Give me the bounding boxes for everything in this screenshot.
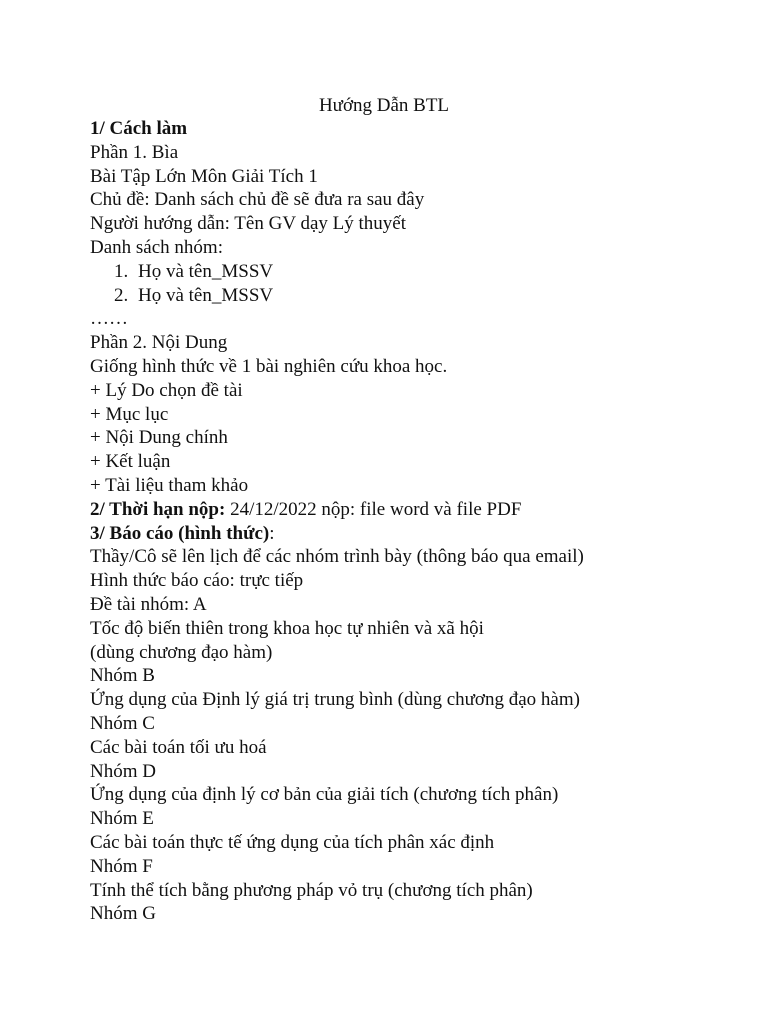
content-item: + Tài liệu tham khảo <box>90 474 249 496</box>
member-number: 1. <box>114 260 129 282</box>
group-list-label: Danh sách nhóm: <box>90 236 223 258</box>
section3-colon: : <box>269 522 275 544</box>
group-label: Nhóm B <box>90 665 155 687</box>
group-label: Nhóm D <box>90 760 156 782</box>
member-number: 2. <box>114 284 129 306</box>
document-title: Hướng Dẫn BTL <box>318 95 450 116</box>
group-topic-line: Ứng dụng của định lý cơ bản của giải tích (chương tích phân) <box>90 784 559 806</box>
deadline-text: 24/12/2022 nộp: file word và file PDF <box>225 498 522 520</box>
member-item <box>90 260 730 284</box>
group-topic-line: (dùng chương đạo hàm) <box>90 641 273 663</box>
content-item: + Lý Do chọn đề tài <box>90 379 243 401</box>
group-topic-line: Ứng dụng của Định lý giá trị trung bình (dùng chương đạo hàm) <box>90 689 580 711</box>
report-line: Hình thức báo cáo: trực tiếp <box>90 570 304 592</box>
group-topic-line: Các bài toán tối ưu hoá <box>90 736 267 758</box>
member-text: Họ và tên_MSSV <box>138 284 274 306</box>
content-item: + Nội Dung chính <box>90 427 228 449</box>
deadline-line <box>90 498 730 522</box>
member-item <box>90 284 730 308</box>
advisor-line: Người hướng dẫn: Tên GV dạy Lý thuyết <box>90 213 406 235</box>
part2-description: Giống hình thức về 1 bài nghiên cứu khoa học. <box>90 355 448 377</box>
part1-label: Phần 1. Bìa <box>90 141 179 163</box>
content-item: + Kết luận <box>90 451 171 473</box>
document-body <box>90 117 730 926</box>
group-topic-line: Tính thể tích bằng phương pháp vỏ trụ (chương tích phân) <box>90 879 533 901</box>
group-label: Nhóm C <box>90 712 155 734</box>
ellipsis: …… <box>90 308 128 330</box>
group-label: Nhóm E <box>90 808 154 830</box>
topic-line: Chủ đề: Danh sách chủ đề sẽ đưa ra sau đây <box>90 189 425 211</box>
member-text: Họ và tên_MSSV <box>138 260 274 282</box>
group-topic-line: Đề tài nhóm: A <box>90 593 207 615</box>
content-item: + Mục lục <box>90 403 169 425</box>
report-line: Thầy/Cô sẽ lên lịch để các nhóm trình bày (thông báo qua email) <box>90 546 584 568</box>
section3-heading: 3/ Báo cáo (hình thức) <box>90 522 270 544</box>
course-name: Bài Tập Lớn Môn Giải Tích 1 <box>90 165 318 187</box>
part2-label: Phần 2. Nội Dung <box>90 332 228 354</box>
section2-heading: 2/ Thời hạn nộp: <box>90 498 226 520</box>
section1-heading: 1/ Cách làm <box>90 118 188 139</box>
group-topic-line: Các bài toán thực tế ứng dụng của tích phân xác định <box>90 831 495 853</box>
group-label: Nhóm G <box>90 903 156 925</box>
group-topic-line: Tốc độ biến thiên trong khoa học tự nhiên và xã hội <box>90 617 484 639</box>
group-label: Nhóm F <box>90 855 153 877</box>
section3-heading-line <box>90 522 730 546</box>
